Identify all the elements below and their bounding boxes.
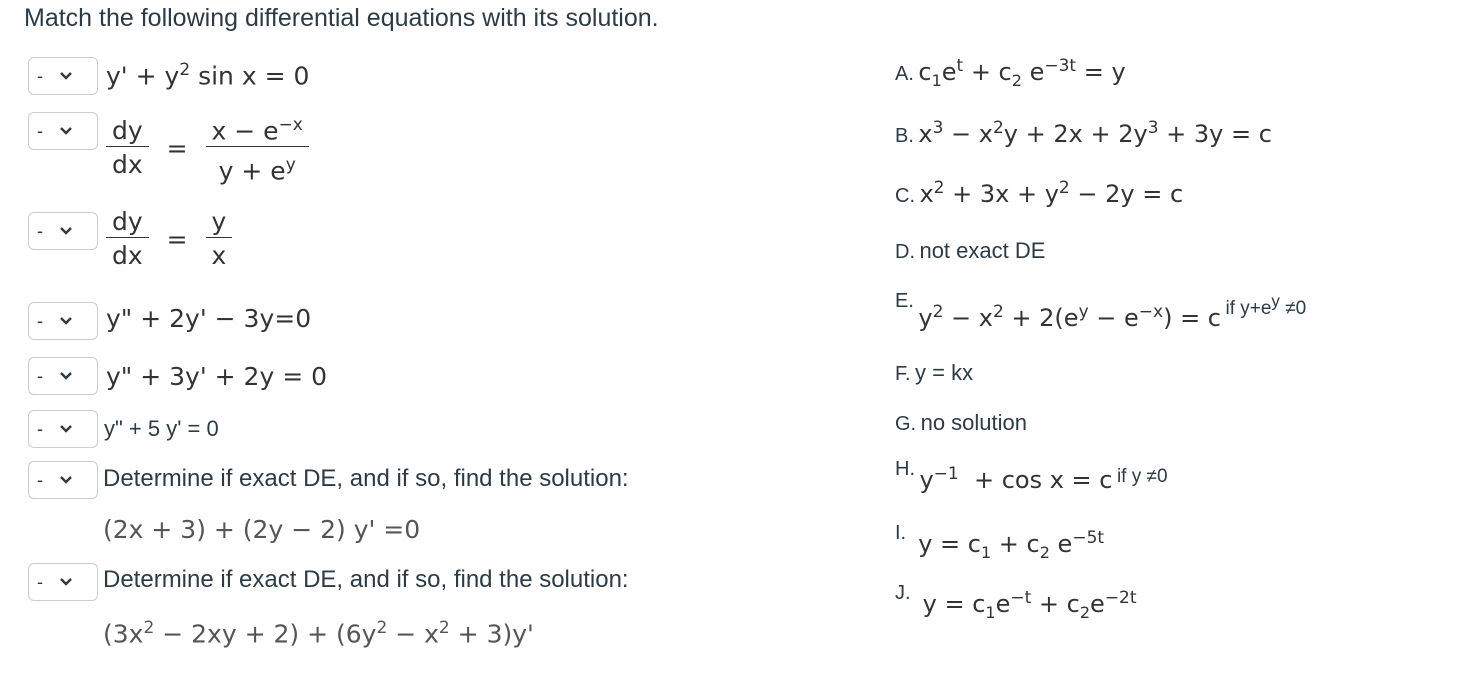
option-g: G. no solution — [895, 410, 1027, 435]
chevron-down-icon — [59, 369, 73, 383]
chevron-down-icon — [59, 69, 73, 83]
question-4-equation: y" + 2y' − 3y=0 — [106, 304, 312, 333]
option-f: F. y = kx — [895, 360, 974, 385]
option-d: D. not exact DE — [895, 238, 1046, 263]
answer-select-3[interactable]: - — [28, 212, 98, 250]
answer-select-8[interactable]: - — [28, 563, 98, 601]
chevron-down-icon — [59, 575, 73, 589]
question-5-equation: y" + 3y' + 2y = 0 — [106, 362, 327, 391]
option-i: I. $y = c_1 + c_2$ $e^{-5t}$ — [895, 522, 1105, 562]
question-row-4 — [28, 302, 98, 340]
chevron-down-icon — [59, 422, 73, 436]
question-8-equation: $(3x^2 - 2xy + 2) + (6y^2 - x^2 + 3)y'$ — [103, 618, 534, 649]
question-row-8 — [28, 563, 98, 601]
question-2-equation: $\frac{dy}{dx}$ = $\frac{x - e^{-x}}{y + e^y}$ — [106, 110, 309, 190]
question-row-1 — [28, 57, 98, 95]
question-7-text: Determine if exact DE, and if so, find the solution: — [103, 465, 629, 492]
answer-select-7[interactable]: - — [28, 461, 98, 499]
question-row-2 — [28, 112, 98, 150]
answer-select-4[interactable]: - — [28, 302, 98, 340]
answer-select-1[interactable]: - — [28, 57, 98, 95]
question-row-7 — [28, 461, 98, 499]
answer-select-5[interactable]: - — [28, 357, 98, 395]
question-6-equation: y" + 5 y' = 0 — [104, 416, 219, 441]
chevron-down-icon — [59, 124, 73, 138]
question-3-equation: $\frac{dy}{dx}$ = $\frac{y}{x}$ — [106, 207, 232, 274]
question-row-5 — [28, 357, 98, 395]
question-row-6 — [28, 410, 98, 448]
option-e: E. $y^2 - x^2 + 2(e^y - e^{-x}) = c$ if $y+e^y \ne 0$ — [895, 290, 1307, 332]
question-1-equation: $y' + y^2$ sin x = 0 — [106, 60, 310, 91]
question-8-text: Determine if exact DE, and if so, find the solution: — [103, 566, 629, 593]
option-c: C. $x^2 + 3x + y^2 - 2y = c$ — [895, 178, 1184, 208]
question-row-3 — [28, 212, 98, 250]
question-7-equation: (2x + 3) + (2y − 2) y' =0 — [103, 515, 421, 544]
chevron-down-icon — [59, 473, 73, 487]
chevron-down-icon — [59, 314, 73, 328]
answer-select-6[interactable]: - — [28, 410, 98, 448]
option-h: H. $y^{-1} + \cos x = c$ if y ≠0 — [895, 458, 1168, 494]
page-title: Match the following differential equations with its solution. — [24, 4, 659, 32]
option-b: B. $x^3 - x^2y + 2x + 2y^3 + 3y = c$ — [895, 118, 1272, 148]
chevron-down-icon — [59, 224, 73, 238]
option-a: A. $c_1e^t + c_2$ $e^{-3t} = y$ — [895, 56, 1126, 90]
answer-select-2[interactable]: - — [28, 112, 98, 150]
option-j: J. $y = c_1e^{-t} + c_2e^{-2t}$ — [895, 582, 1137, 622]
